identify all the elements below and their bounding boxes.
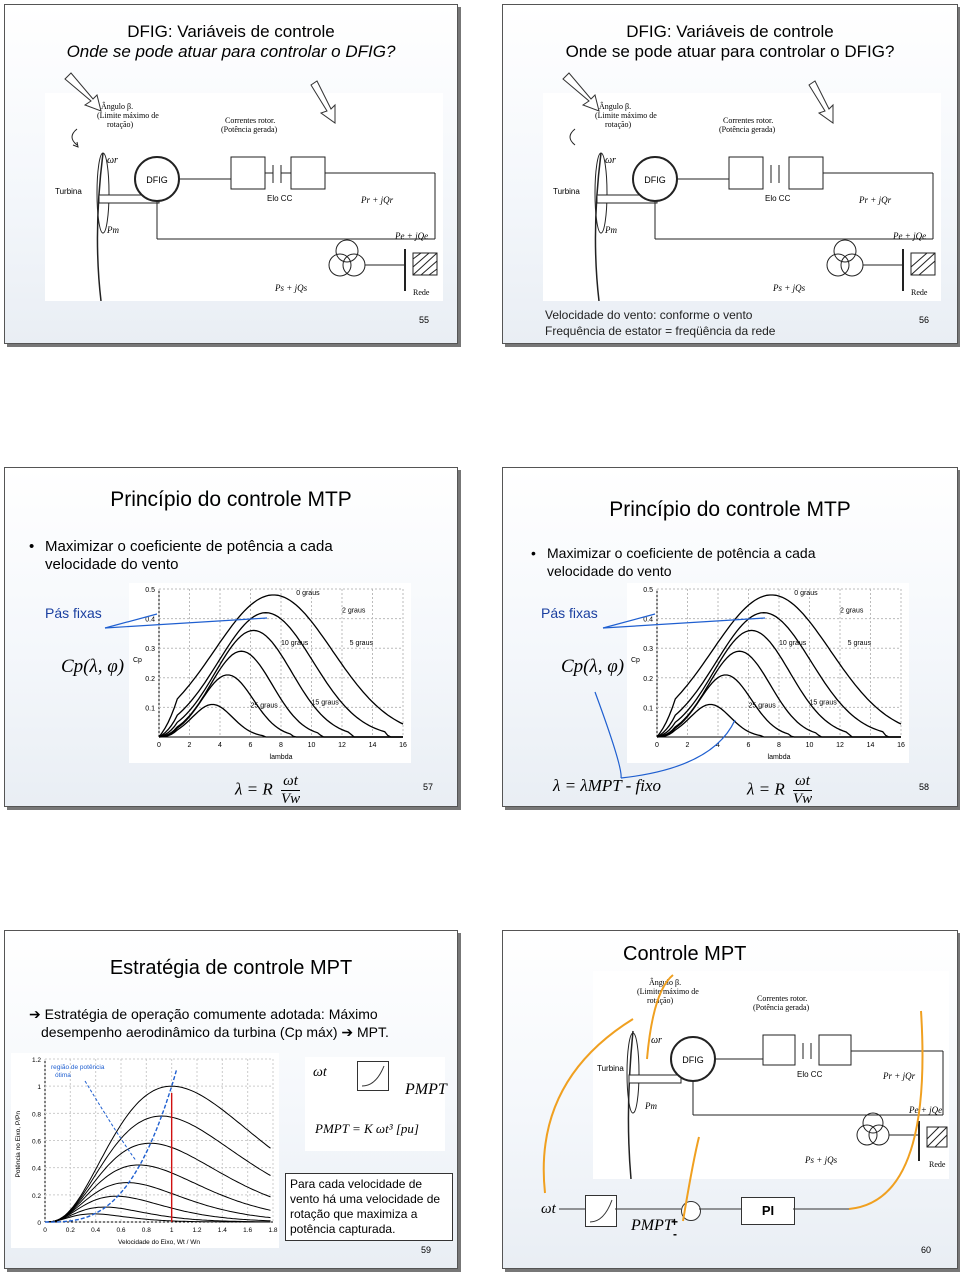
lambda-formula: [235, 773, 300, 807]
x-tick-label: 2: [685, 742, 690, 749]
x-tick-label: 1.6: [243, 1227, 253, 1234]
x-tick-label: 10: [805, 742, 814, 749]
curve-label: 0 graus: [794, 589, 818, 597]
pm-label: Pm: [645, 1101, 657, 1111]
title-line-2: Onde se pode atuar para controlar o DFIG?: [565, 42, 895, 61]
p-mpt-equation: PMPT = K ωt³ [pu]: [315, 1121, 419, 1136]
x-tick-label: 1.8: [268, 1227, 278, 1234]
curve-label: 15 graus: [809, 699, 837, 707]
arrow-overlay: [503, 65, 955, 165]
omega-t-label: ωt: [541, 1201, 556, 1217]
curve-label: 2 graus: [840, 607, 864, 615]
note-line-4: potência capturada.: [290, 1222, 396, 1236]
x-tick-label: 12: [338, 742, 346, 749]
formula-den: Vw: [792, 791, 813, 807]
cp-label: Cp(λ, φ): [61, 656, 125, 677]
x-tick-label: 4: [716, 742, 720, 749]
y-tick-label: 0.8: [31, 1111, 41, 1119]
signal-overlay: [503, 931, 957, 1268]
slide-title: Princípio do controle MTP: [110, 488, 352, 511]
x-tick-label: 2: [187, 742, 192, 749]
x-tick-label: 10: [307, 742, 316, 749]
turbina-label: Turbina: [553, 187, 580, 196]
formula-lhs: λ = R: [747, 779, 785, 799]
y-axis-label: Cp: [133, 657, 142, 665]
ps-label: Ps + jQs: [773, 283, 806, 293]
angle-sub2: rotação): [647, 996, 674, 1005]
y-tick-label: 1: [37, 1084, 41, 1092]
y-tick-label: 0: [37, 1220, 41, 1227]
curve-label: 10 graus: [281, 640, 309, 648]
page-number: 57: [423, 782, 434, 792]
curve-label: 0 graus: [296, 589, 320, 597]
formula-den: Vw: [280, 791, 301, 807]
pas-fixas-label: Pás fixas: [541, 605, 598, 621]
angle-label: Ângulo β.: [101, 102, 134, 111]
cubic-block: [357, 1061, 389, 1091]
bullet: • Maximizar o coeficiente de potência a cada velocidade do vento: [531, 545, 816, 579]
rede-label: Rede: [911, 288, 928, 297]
optimal-region-note: ótima: [55, 1072, 71, 1079]
x-tick-label: 0: [655, 742, 659, 749]
x-tick-label: 0.8: [141, 1227, 151, 1234]
x-tick-label: 0.4: [91, 1227, 101, 1234]
slide-title: Controle MPT: [623, 943, 747, 965]
y-tick-label: 0.5: [145, 587, 155, 594]
power-speed-chart: [11, 1053, 279, 1248]
curve-label: 25 graus: [250, 702, 278, 710]
mpt-block-panel: [305, 1057, 445, 1151]
x-tick-label: 6: [746, 742, 751, 749]
lambda-mpt-formula: λ = λMPT - fixo: [553, 776, 662, 795]
turbina-label: Turbina: [55, 187, 82, 196]
y-axis-label: Cp: [631, 657, 640, 665]
rotor-label: Correntes rotor.: [225, 116, 276, 125]
angle-sub2: rotação): [605, 120, 632, 129]
page-number: 60: [921, 1245, 932, 1255]
text-line-2: desempenho aerodinâmico da turbina (Cp máx) ➔ MPT.: [41, 1024, 389, 1040]
omega-label: ωr: [651, 1035, 662, 1046]
p-mpt-label: PMPT: [631, 1217, 673, 1234]
rotor-label: Correntes rotor.: [757, 994, 808, 1003]
formula-lhs: λ = R: [235, 779, 273, 799]
ps-label: Ps + jQs: [805, 1155, 838, 1165]
arrow-overlay: [5, 468, 457, 806]
page-number: 59: [421, 1245, 432, 1255]
x-tick-label: 8: [777, 742, 781, 749]
y-tick-label: 0.1: [145, 705, 155, 713]
elo-label: Elo CC: [765, 194, 791, 203]
pe-label: Pe + jQe: [395, 231, 429, 241]
omega-label: ωr: [107, 155, 118, 166]
note-line-1: Para cada velocidade de: [290, 1177, 423, 1191]
y-tick-label: 0.2: [643, 675, 653, 683]
arrow-overlay: [5, 65, 457, 165]
curve-label: 5 graus: [847, 640, 871, 648]
slide-title: [5, 22, 457, 62]
y-tick-label: 0.3: [145, 646, 155, 654]
pr-label: Pr + jQr: [859, 195, 892, 205]
x-tick-label: 0: [43, 1227, 47, 1234]
ps-label: Ps + jQs: [275, 283, 308, 293]
pas-fixas-label: Pás fixas: [45, 605, 102, 621]
pi-controller: PI: [741, 1197, 795, 1225]
slide-56: [502, 4, 958, 344]
curve-label: 25 graus: [748, 702, 776, 710]
optimal-region-note: região de potência: [51, 1064, 105, 1071]
cp-label: Cp(λ, φ): [561, 656, 625, 677]
rotor-sub: (Potência gerada): [221, 125, 278, 134]
slide-footer: [545, 307, 775, 339]
page-number: 55: [418, 315, 429, 325]
curve-label: 15 graus: [311, 699, 339, 707]
slide-57: [4, 467, 458, 807]
strategy-text: [29, 1005, 389, 1041]
title-line-1: DFIG: Variáveis de controle: [626, 22, 834, 41]
omega-label: ωr: [605, 155, 616, 166]
slide-55: [4, 4, 458, 344]
note-line-2: vento há uma velocidade de: [290, 1192, 441, 1206]
x-tick-label: 6: [248, 742, 253, 749]
slide-title: [503, 22, 957, 62]
pm-label: Pm: [107, 225, 119, 235]
x-tick-label: 12: [836, 742, 844, 749]
x-tick-label: 1.4: [217, 1227, 227, 1234]
x-tick-label: 1.2: [192, 1227, 202, 1234]
slide-title: Estratégia de controle MPT: [109, 957, 353, 979]
bullet: • Maximizar o coeficiente de potência a cada velocidade do vento: [29, 538, 333, 573]
angle-sub1: (Limite máximo de: [97, 111, 159, 120]
y-tick-label: 1.2: [31, 1057, 41, 1064]
dfig-label: DFIG: [644, 175, 666, 185]
rede-label: Rede: [413, 288, 430, 297]
arrow-overlay: [503, 468, 957, 806]
x-tick-label: 16: [399, 742, 407, 749]
lambda-formula: [747, 773, 812, 807]
y-tick-label: 0.4: [145, 616, 155, 624]
x-tick-label: 4: [218, 742, 222, 749]
x-tick-label: 14: [866, 742, 875, 749]
omega-t-label: ωt: [313, 1065, 327, 1080]
y-tick-label: 0.5: [643, 587, 653, 594]
slide-58: [502, 467, 958, 807]
dfig-label: DFIG: [146, 175, 168, 185]
angle-label: Ângulo β.: [649, 978, 682, 987]
x-tick-label: 0.2: [65, 1227, 75, 1234]
note-line-3: rotação que maximiza a: [290, 1207, 418, 1221]
pr-label: Pr + jQr: [361, 195, 394, 205]
pe-label: Pe + jQe: [893, 231, 927, 241]
bullet-line-1: Maximizar o coeficiente de potência a cada: [547, 545, 816, 561]
title-line-1: DFIG: Variáveis de controle: [127, 22, 335, 41]
explanation-box: [285, 1173, 453, 1241]
minus-sign: -: [673, 1227, 677, 1241]
rotor-sub: (Potência gerada): [753, 1003, 810, 1012]
y-axis-label: Potência no Eixo, P/Pn: [15, 1111, 22, 1178]
slide-60: [502, 930, 958, 1269]
slide-59: [4, 930, 458, 1269]
y-tick-label: 0.2: [31, 1192, 41, 1200]
x-tick-label: 1: [169, 1227, 174, 1234]
x-axis-label: lambda: [269, 754, 293, 761]
angle-sub1: (Limite máximo de: [637, 987, 699, 996]
slide-title: Princípio do controle MTP: [609, 498, 851, 521]
x-tick-label: 0.6: [116, 1227, 126, 1234]
formula-num: ωt: [793, 773, 812, 791]
rede-label: Rede: [929, 1160, 946, 1169]
pm-label: Pm: [605, 225, 617, 235]
y-tick-label: 0.1: [643, 705, 653, 713]
angle-label: Ângulo β.: [599, 102, 632, 111]
curve-label: 2 graus: [342, 607, 366, 615]
pe-label: Pe + jQe: [909, 1105, 943, 1115]
curve-label: 5 graus: [349, 640, 373, 648]
angle-sub1: (Limite máximo de: [595, 111, 657, 120]
pr-label: Pr + jQr: [883, 1071, 916, 1081]
bullet-line-1: Maximizar o coeficiente de potência a cada: [45, 538, 333, 555]
x-axis-label: lambda: [767, 754, 791, 761]
x-tick-label: 14: [368, 742, 377, 749]
dfig-label: DFIG: [682, 1055, 704, 1065]
page-number: 58: [919, 782, 930, 792]
formula-num: ωt: [281, 773, 300, 791]
y-tick-label: 0.6: [31, 1138, 41, 1146]
rotor-sub: (Potência gerada): [719, 125, 776, 134]
footer-line-1: Velocidade do vento: conforme o vento: [545, 308, 753, 322]
x-axis-label: Velocidade do Eixo, Wt / Wn: [117, 1239, 201, 1246]
rotor-label: Correntes rotor.: [723, 116, 774, 125]
curve-label: 10 graus: [779, 640, 807, 648]
elo-label: Elo CC: [267, 194, 293, 203]
x-tick-label: 0: [157, 742, 161, 749]
text-line-1: ➔ Estratégia de operação comumente adotada: Máximo: [29, 1006, 378, 1022]
y-tick-label: 0.2: [145, 675, 155, 683]
bullet-line-2: velocidade do vento: [45, 556, 179, 573]
elo-label: Elo CC: [797, 1070, 823, 1079]
title-line-2: Onde se pode atuar para controlar o DFIG?: [66, 42, 396, 61]
plus-sign: +: [671, 1215, 679, 1229]
turbina-label: Turbina: [597, 1064, 624, 1073]
page-number: 56: [918, 315, 929, 325]
bullet-line-2: velocidade do vento: [547, 563, 672, 579]
footer-line-2: Frequência de estator = freqüência da rede: [545, 324, 776, 338]
x-tick-label: 8: [279, 742, 283, 749]
y-tick-label: 0.4: [643, 616, 653, 624]
x-tick-label: 16: [897, 742, 905, 749]
y-tick-label: 0.3: [643, 646, 653, 654]
angle-sub2: rotação): [107, 120, 134, 129]
y-tick-label: 0.4: [31, 1165, 41, 1173]
p-mpt-label: PMPT: [405, 1081, 447, 1098]
